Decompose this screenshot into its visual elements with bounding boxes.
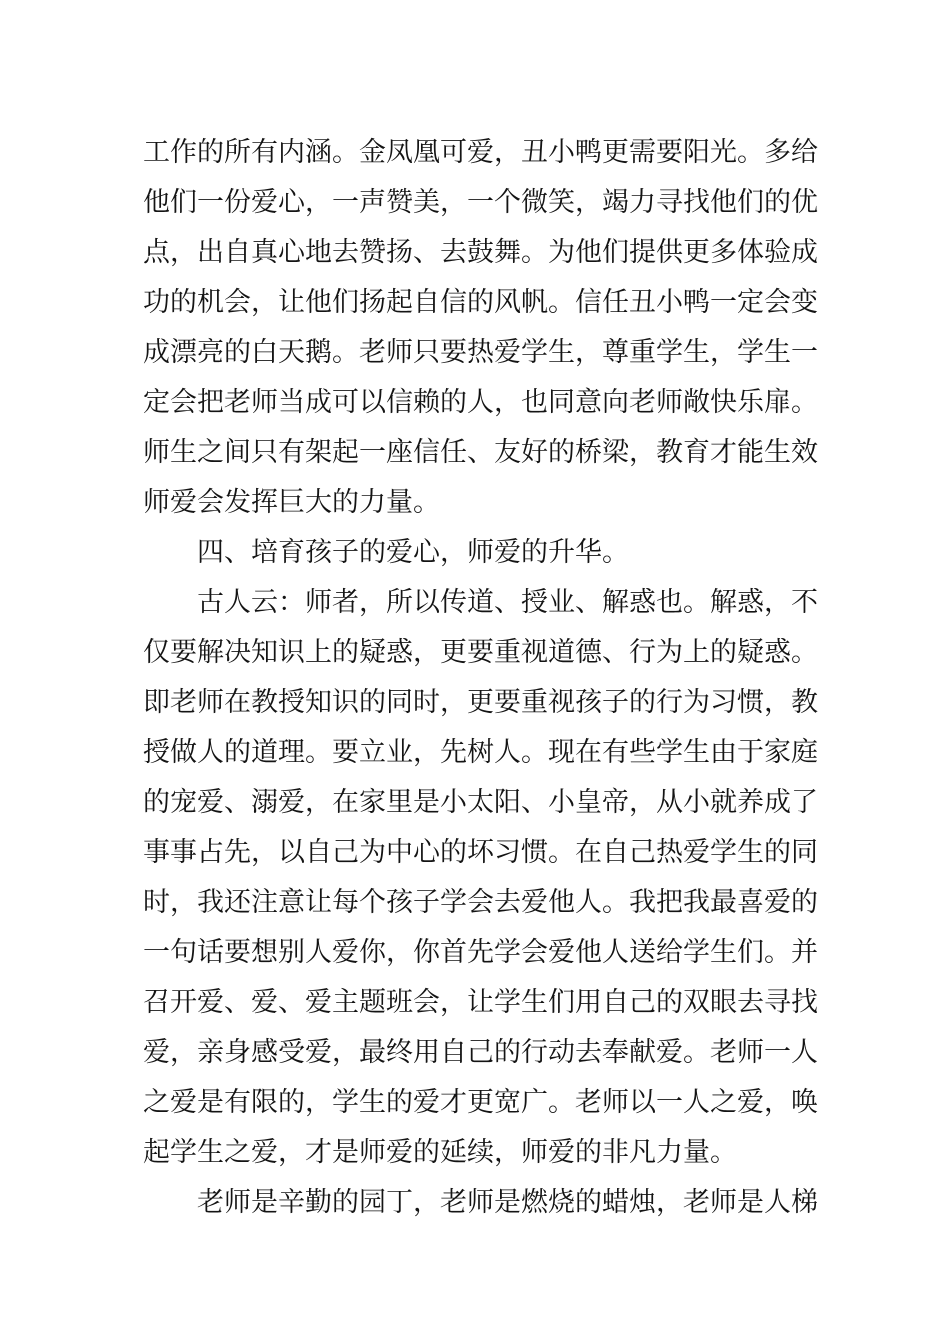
text-line: 他们一份爱心，一声赞美，一个微笑，竭力寻找他们的优 [143, 187, 818, 218]
text-line: 点，出自真心地去赞扬、去鼓舞。为他们提供更多体验成 [143, 237, 818, 268]
text-line: 起学生之爱，才是师爱的延续，师爱的非凡力量。 [143, 1137, 737, 1168]
text-line: 老师是辛勤的园丁，老师是燃烧的蜡烛，老师是人梯 [197, 1187, 818, 1218]
text-line: 即老师在教授知识的同时，更要重视孩子的行为习惯，教 [143, 687, 818, 718]
text-line: 事事占先，以自己为中心的坏习惯。在自己热爱学生的同 [143, 837, 818, 868]
text-line: 仅要解决知识上的疑惑，更要重视道德、行为上的疑惑。 [143, 637, 818, 668]
text-line: 爱，亲身感受爱，最终用自己的行动去奉献爱。老师一人 [143, 1037, 818, 1068]
text-line: 师爱会发挥巨大的力量。 [143, 487, 440, 518]
section-heading: 四、培育孩子的爱心，师爱的升华。 [197, 537, 629, 568]
text-line: 师生之间只有架起一座信任、友好的桥梁，教育才能生效 [143, 437, 818, 468]
text-line: 召开爱、爱、爱主题班会，让学生们用自己的双眼去寻找 [143, 987, 818, 1018]
text-line: 时，我还注意让每个孩子学会去爱他人。我把我最喜爱的 [143, 887, 818, 918]
text-line: 功的机会，让他们扬起自信的风帆。信任丑小鸭一定会变 [143, 287, 818, 318]
text-line: 古人云：师者，所以传道、授业、解惑也。解惑，不 [197, 587, 818, 618]
text-line: 一句话要想别人爱你，你首先学会爱他人送给学生们。并 [143, 937, 818, 968]
text-line: 的宠爱、溺爱，在家里是小太阳、小皇帝，从小就养成了 [143, 787, 818, 818]
body-text [143, 128, 818, 1228]
text-line: 工作的所有内涵。金凤凰可爱，丑小鸭更需要阳光。多给 [143, 137, 818, 168]
text-line: 授做人的道理。要立业，先树人。现在有些学生由于家庭 [143, 737, 818, 768]
text-line: 定会把老师当成可以信赖的人，也同意向老师敞快乐扉。 [143, 387, 818, 418]
text-line: 之爱是有限的，学生的爱才更宽广。老师以一人之爱，唤 [143, 1087, 818, 1118]
text-line: 成漂亮的白天鹅。老师只要热爱学生，尊重学生，学生一 [143, 337, 818, 368]
